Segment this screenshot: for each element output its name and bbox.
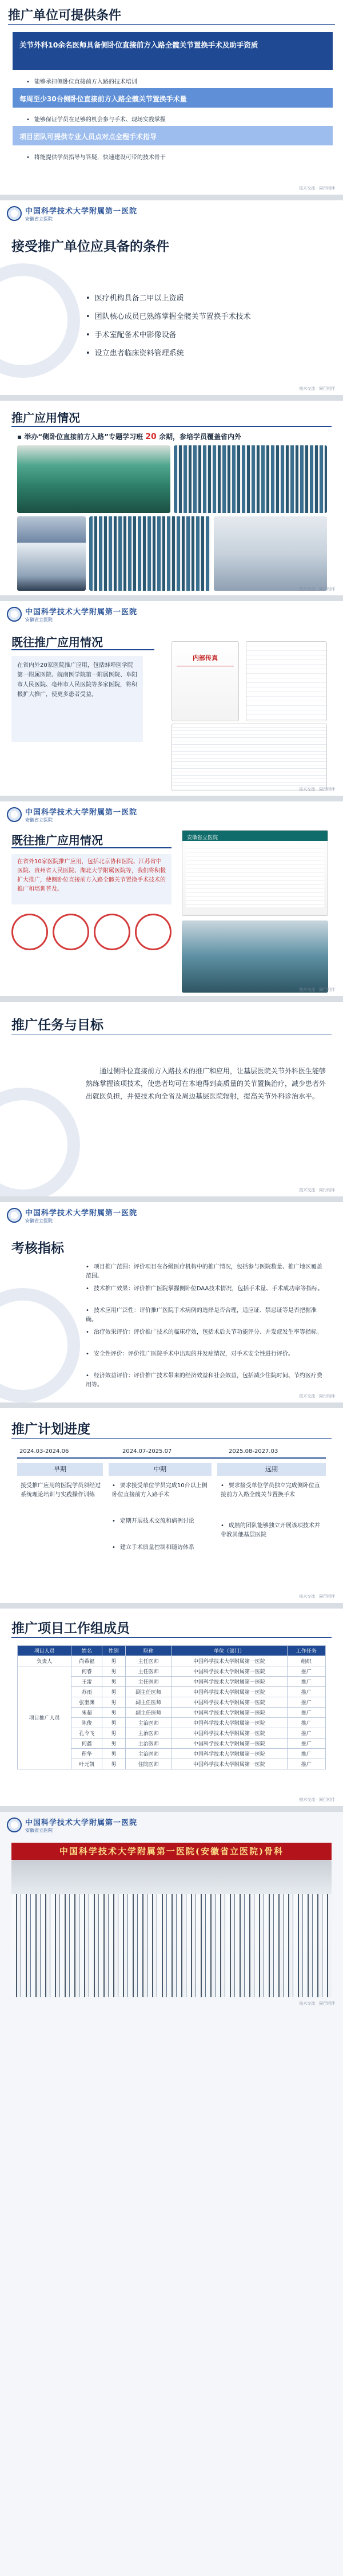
title-underline bbox=[11, 1637, 332, 1638]
news-body bbox=[186, 844, 324, 907]
phase-late-item: • 要求接受单位学员独立完成侧卧位直接前方入路全髋关节置换手术 bbox=[221, 1481, 325, 1500]
task-cell: 推广 bbox=[287, 1718, 325, 1728]
goal-text: 通过侧卧位直接前方入路技术的推广和应用，让基层医院关节外科医生能够熟练掌握该项技术，使患者均可在本地得到高质量的关节置换治疗，减少患者外出就医负担，并使技术向全省及周边基层医院辐射，提高关节外科诊治水平。 bbox=[86, 1067, 326, 1100]
hospital-building-photo bbox=[17, 516, 86, 591]
logo-subtext: 安徽省立医院 bbox=[25, 1218, 53, 1223]
gender-cell: 男 bbox=[102, 1728, 125, 1739]
column-header: 性别 bbox=[102, 1646, 125, 1656]
title-cell: 副主任医师 bbox=[125, 1697, 172, 1708]
gender-cell: 男 bbox=[102, 1656, 125, 1666]
training-photo bbox=[89, 516, 210, 591]
logo-subtext: 安徽省立医院 bbox=[25, 1828, 53, 1833]
name-cell: 何鑫 bbox=[71, 1739, 102, 1749]
hospital-list-document bbox=[172, 724, 327, 791]
logo-subtext: 安徽省立医院 bbox=[25, 817, 53, 823]
hospital-seal-icon bbox=[7, 206, 22, 221]
slide-title: 既往推广应用情况 bbox=[11, 833, 103, 847]
study-class-bullet: ▪ bbox=[17, 433, 25, 441]
task-cell: 推广 bbox=[287, 1697, 325, 1708]
task-cell: 推广 bbox=[287, 1666, 325, 1677]
red-seals-row bbox=[11, 914, 172, 954]
logo-subtext: 安徽省立医院 bbox=[25, 216, 53, 222]
gender-cell: 男 bbox=[102, 1666, 125, 1677]
condition-sub-2: • 能够保证学员在足够的机会参与手术、现场实践掌握 bbox=[26, 114, 166, 123]
unit-cell: 中国科学技术大学附属第一医院 bbox=[172, 1728, 287, 1739]
timeline-date: 2025.08-2027.03 bbox=[229, 1448, 278, 1455]
slide-assessment-indicators bbox=[0, 1202, 343, 1402]
unit-cell: 中国科学技术大学附属第一医院 bbox=[172, 1739, 287, 1749]
footer-tag: 技术交流 · 同行相伴 bbox=[299, 386, 335, 391]
logo-text: 中国科学技术大学附属第一医院 bbox=[25, 608, 138, 617]
lecture-hall-photo bbox=[174, 445, 327, 513]
table-row bbox=[18, 1656, 326, 1666]
condition-sub-1: • 能够承担侧卧位直接前方入路的技术培训 bbox=[26, 77, 137, 85]
slide-team-photo bbox=[0, 1812, 343, 2576]
indicator-item: • 治疗效果评价：评价推广技术的临床疗效，包括术后关节功能评分、并发症发生率等指标。 bbox=[86, 1328, 326, 1337]
certificate-document bbox=[246, 641, 327, 721]
hospital-seal-icon bbox=[7, 1818, 22, 1832]
timeline-date: 2024.07-2025.07 bbox=[122, 1448, 172, 1455]
slide-title: 接受推广单位应具备的条件 bbox=[11, 239, 169, 254]
name-cell: 陈俊 bbox=[71, 1718, 102, 1728]
indicator-item: • 项目推广范围：评价项目在各级医疗机构中的推广情况，包括参与医院数量、推广地区覆盖范围。 bbox=[86, 1263, 326, 1281]
logo-subtext: 安徽省立医院 bbox=[25, 617, 53, 622]
name-cell: 孔令飞 bbox=[71, 1728, 102, 1739]
timeline-axis bbox=[17, 1457, 326, 1459]
title-cell: 主任医师 bbox=[125, 1677, 172, 1687]
slide-tasks-goals bbox=[0, 1002, 343, 1196]
gender-cell: 男 bbox=[102, 1739, 125, 1749]
decorative-arc bbox=[0, 1288, 80, 1402]
column-header: 职称 bbox=[125, 1646, 172, 1656]
logo-text: 中国科学技术大学附属第一医院 bbox=[25, 808, 138, 817]
name-cell: 苏雨 bbox=[71, 1687, 102, 1697]
slide-title: 考核指标 bbox=[11, 1241, 64, 1256]
task-cell: 组织 bbox=[287, 1656, 325, 1666]
news-head bbox=[182, 831, 328, 841]
department-banner bbox=[11, 1843, 332, 1860]
title-cell: 主治医师 bbox=[125, 1739, 172, 1749]
gender-cell: 男 bbox=[102, 1697, 125, 1708]
task-cell: 推广 bbox=[287, 1739, 325, 1749]
member-table-header bbox=[18, 1646, 326, 1656]
footer-tag: 技术交流 · 同行相伴 bbox=[299, 1594, 335, 1599]
title-cell: 副主任医师 bbox=[125, 1687, 172, 1697]
phase-header: 中期 bbox=[109, 1463, 212, 1476]
red-seal-icon bbox=[94, 914, 130, 950]
news-head-text: 安徽省立医院 bbox=[187, 835, 218, 841]
hospital-logo bbox=[7, 606, 137, 623]
receiver-condition-item: • 设立患者临床资料管理系统 bbox=[86, 347, 184, 358]
title-cell: 主治医师 bbox=[125, 1749, 172, 1759]
title-cell: 主任医师 bbox=[125, 1656, 172, 1666]
phase-header: 远期 bbox=[217, 1463, 326, 1476]
hospital-logo bbox=[7, 1816, 137, 1834]
condition-sub-3: • 将能提供学员指导与答疑，快速建设可带的技术骨干 bbox=[26, 152, 166, 161]
footer-tag: 技术交流 · 同行相伴 bbox=[299, 2001, 335, 2006]
indicator-item: • 技术应用广泛性：评价推广医院手术病例的选择是否合理，适应证、禁忌证等是否把握准确。 bbox=[86, 1306, 326, 1325]
footer-tag: 技术交流 · 同行相伴 bbox=[299, 1797, 335, 1802]
footer-tag: 技术交流 · 同行相伴 bbox=[299, 186, 335, 191]
name-cell: 何睿 bbox=[71, 1666, 102, 1677]
gender-cell: 男 bbox=[102, 1759, 125, 1769]
table-row bbox=[18, 1666, 326, 1677]
name-cell: 程华 bbox=[71, 1749, 102, 1759]
hospital-seal-icon bbox=[7, 607, 22, 622]
title-cell: 住院医师 bbox=[125, 1759, 172, 1769]
task-cell: 推广 bbox=[287, 1677, 325, 1687]
unit-cell: 中国科学技术大学附属第一医院 bbox=[172, 1656, 287, 1666]
promotion-text-block bbox=[11, 854, 172, 904]
decorative-arc bbox=[0, 263, 80, 378]
hospital-logo bbox=[7, 205, 137, 222]
meeting-room-photo bbox=[214, 516, 327, 591]
slide-title: 推广应用情况 bbox=[11, 411, 80, 425]
study-class-count: 20 bbox=[145, 432, 157, 441]
gender-cell: 男 bbox=[102, 1687, 125, 1697]
title-underline bbox=[11, 649, 154, 650]
fax-document bbox=[172, 641, 239, 721]
unit-cell: 中国科学技术大学附属第一医院 bbox=[172, 1749, 287, 1759]
unit-cell: 中国科学技术大学附属第一医院 bbox=[172, 1687, 287, 1697]
study-class-text-pre: 举办“侧卧位直接前方入路”专题学习班 bbox=[24, 433, 143, 441]
phase-mid-item: • 建立手术质量控制和随访体系 bbox=[112, 1543, 209, 1552]
phase-early-text: 接受推广应用的医院学员须经过系统理论培训与实践操作训练 bbox=[21, 1483, 101, 1498]
column-header: 工作任务 bbox=[287, 1646, 325, 1656]
slide-conditions-provided bbox=[0, 0, 343, 195]
footer-tag: 技术交流 · 同行相伴 bbox=[299, 987, 335, 992]
indicator-item: • 安全性评价：评价推广医院手术中出现的并发症情况，对手术安全性进行评价。 bbox=[86, 1350, 326, 1359]
department-banner-text: 中国科学技术大学附属第一医院(安徽省立医院)骨科 bbox=[59, 1846, 284, 1856]
footer-tag: 技术交流 · 同行相伴 bbox=[299, 1188, 335, 1192]
surgery-team-photo bbox=[182, 920, 328, 993]
unit-cell: 中国科学技术大学附属第一医院 bbox=[172, 1666, 287, 1677]
slide-promotion-status bbox=[0, 401, 343, 595]
slide-title: 既往推广应用情况 bbox=[11, 635, 103, 649]
unit-cell: 中国科学技术大学附属第一医院 bbox=[172, 1759, 287, 1769]
unit-cell: 中国科学技术大学附属第一医院 bbox=[172, 1708, 287, 1718]
title-underline bbox=[8, 24, 335, 25]
gender-cell: 男 bbox=[102, 1749, 125, 1759]
hospital-seal-icon bbox=[7, 1208, 22, 1223]
task-cell: 推广 bbox=[287, 1728, 325, 1739]
role-cell: 负责人 bbox=[18, 1656, 71, 1666]
slide-plan-schedule bbox=[0, 1408, 343, 1603]
column-header: 姓名 bbox=[71, 1646, 102, 1656]
name-cell: 王雷 bbox=[71, 1677, 102, 1687]
promotion-text-block bbox=[11, 656, 143, 742]
phase-mid-item: • 要求接受单位学员完成10台以上侧卧位直接前方入路手术 bbox=[112, 1481, 209, 1500]
role-cell: 项目推广人员 bbox=[18, 1666, 71, 1769]
slide-title: 推广项目工作组成员 bbox=[11, 1621, 130, 1636]
timeline-date: 2024.03-2024.06 bbox=[19, 1448, 69, 1455]
hospital-seal-icon bbox=[7, 807, 22, 822]
condition-box-3-text: 项目团队可提供专业人员点对点全程手术指导 bbox=[19, 133, 157, 141]
red-seal-icon bbox=[11, 914, 48, 950]
promotion-text: 在省外10家医院推广应用，包括北京协和医院、江苏省中医院、贵州省人民医院、湖北大学附属医院等，我们将积极扩大推广，使侧卧位直接前方入路全髋关节置换手术技术的推广和培训普及。 bbox=[17, 859, 166, 892]
hospital-logo bbox=[7, 1207, 137, 1224]
phase-late-item: • 成熟的团队能够独立开展该项技术并带教其他基层医院 bbox=[221, 1522, 325, 1540]
task-cell: 推广 bbox=[287, 1759, 325, 1769]
unit-cell: 中国科学技术大学附属第一医院 bbox=[172, 1697, 287, 1708]
slide-title: 推广计划进度 bbox=[11, 1422, 90, 1437]
indicator-item: • 技术推广效果：评价推广医院掌握侧卧位DAA技术情况，包括手术量、手术成功率等指标。 bbox=[86, 1285, 326, 1294]
gender-cell: 男 bbox=[102, 1718, 125, 1728]
phase-header: 早期 bbox=[17, 1463, 103, 1476]
title-cell: 主治医师 bbox=[125, 1728, 172, 1739]
member-table bbox=[17, 1645, 326, 1769]
footer-tag: 技术交流 · 同行相伴 bbox=[299, 787, 335, 792]
column-header: 项目人员 bbox=[18, 1646, 71, 1656]
logo-text: 中国科学技术大学附属第一医院 bbox=[25, 207, 138, 216]
study-class-text-post: 余期，参培学员覆盖省内外 bbox=[158, 433, 241, 441]
staff-rows bbox=[11, 1894, 332, 1997]
title-cell: 主治医师 bbox=[125, 1718, 172, 1728]
slide-receiver-conditions bbox=[0, 200, 343, 395]
task-cell: 推广 bbox=[287, 1708, 325, 1718]
fax-document-title: 内部传真 bbox=[193, 654, 218, 662]
task-cell: 推广 bbox=[287, 1749, 325, 1759]
condition-box-main-text: 关节外科10余名医师具备侧卧位直接前方入路全髋关节置换手术及助手资质 bbox=[19, 41, 258, 49]
name-cell: 叶元凯 bbox=[71, 1759, 102, 1769]
promotion-text: 在省内外20家医院推广应用，包括蚌埠医学院第一附属医院、皖南医学院第一附属医院、阜阳市人民医院、亳州市人民医院等多家医院，将积极扩大推广，使更多患者受益。 bbox=[17, 662, 137, 698]
department-group-photo bbox=[11, 1860, 332, 1997]
receiver-condition-item: • 医疗机构具备二甲以上资质 bbox=[86, 292, 184, 303]
slide-title: 推广单位可提供条件 bbox=[8, 9, 122, 23]
gender-cell: 男 bbox=[102, 1708, 125, 1718]
news-article-screenshot bbox=[182, 830, 328, 916]
condition-box-2-text: 每周至少30台侧卧位直接前方入路全髋关节置换手术量 bbox=[19, 95, 187, 103]
title-underline bbox=[11, 1438, 332, 1439]
slide-working-group bbox=[0, 1609, 343, 1806]
task-cell: 推广 bbox=[287, 1687, 325, 1697]
footer-tag: 技术交流 · 同行相伴 bbox=[299, 587, 335, 591]
study-class-line bbox=[17, 432, 241, 441]
red-seal-icon bbox=[53, 914, 89, 950]
slide-previous-promotion-2 bbox=[0, 801, 343, 996]
name-cell: 朱超 bbox=[71, 1708, 102, 1718]
logo-text: 中国科学技术大学附属第一医院 bbox=[25, 1209, 138, 1218]
name-cell: 尚希福 bbox=[71, 1656, 102, 1666]
hospital-logo bbox=[7, 806, 137, 823]
red-seal-icon bbox=[135, 914, 172, 950]
unit-cell: 中国科学技术大学附属第一医院 bbox=[172, 1677, 287, 1687]
slide-previous-promotion-1 bbox=[0, 601, 343, 796]
logo-text: 中国科学技术大学附属第一医院 bbox=[25, 1819, 138, 1827]
phase-mid-item: • 定期开展技术交流和病例讨论 bbox=[112, 1517, 209, 1526]
title-cell: 副主任医师 bbox=[125, 1708, 172, 1718]
column-header: 单位（部门） bbox=[172, 1646, 287, 1656]
slide-title: 推广任务与目标 bbox=[11, 1018, 103, 1033]
title-cell: 主任医师 bbox=[125, 1666, 172, 1677]
receiver-condition-item: • 手术室配备术中影像设备 bbox=[86, 329, 177, 339]
unit-cell: 中国科学技术大学附属第一医院 bbox=[172, 1718, 287, 1728]
footer-tag: 技术交流 · 同行相伴 bbox=[299, 1394, 335, 1398]
group-photo bbox=[17, 445, 170, 513]
indicator-item: • 经济效益评价：评价推广技术带来的经济效益和社会效益，包括减少住院时间、节约医疗费用等。 bbox=[86, 1372, 326, 1390]
title-underline bbox=[11, 847, 172, 848]
decorative-arc bbox=[0, 1088, 80, 1196]
title-underline bbox=[11, 426, 332, 427]
name-cell: 张奎渊 bbox=[71, 1697, 102, 1708]
gender-cell: 男 bbox=[102, 1677, 125, 1687]
receiver-condition-item: • 团队核心成员已熟练掌握全髋关节置换手术技术 bbox=[86, 310, 251, 321]
